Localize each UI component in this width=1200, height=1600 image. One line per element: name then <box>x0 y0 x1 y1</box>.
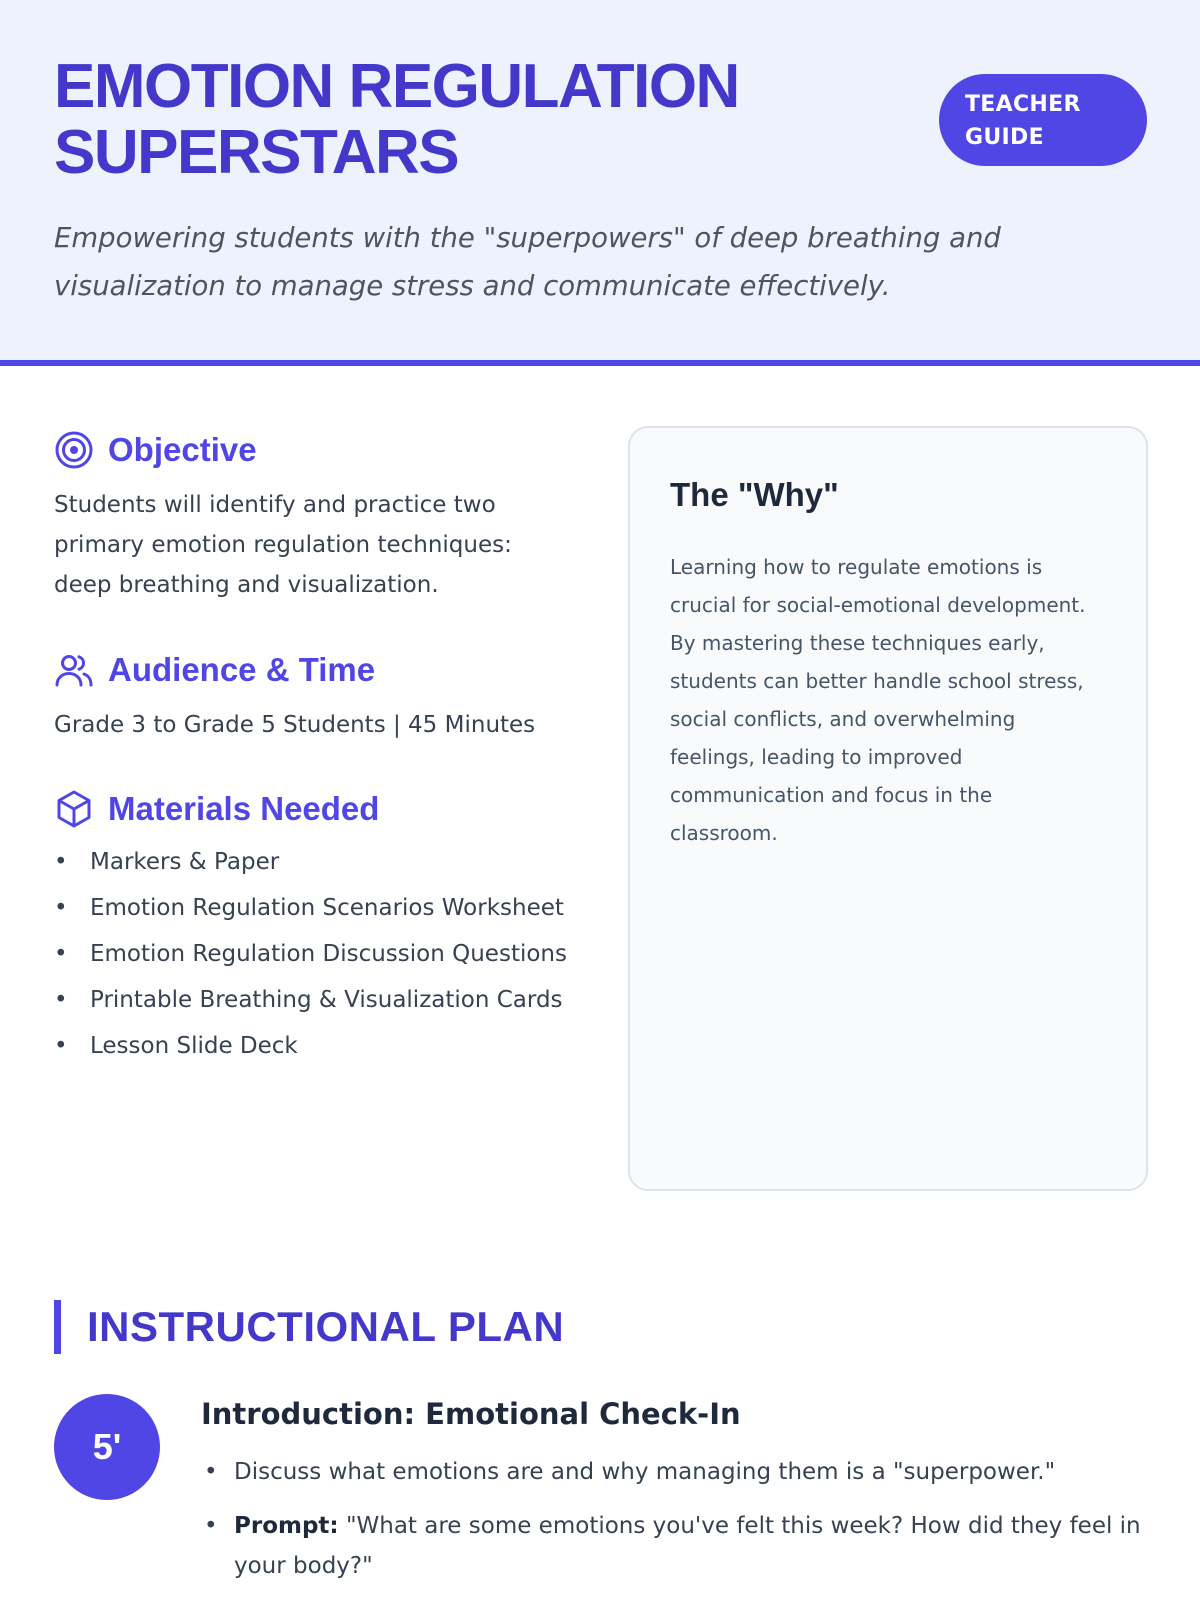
step-duration-badge: 5' <box>54 1394 160 1500</box>
why-card <box>628 426 1148 1191</box>
instructional-plan-heading: INSTRUCTIONAL PLAN <box>54 1300 564 1354</box>
page-title <box>54 54 814 186</box>
users-icon <box>54 650 94 690</box>
step-title: Introduction: Emotional Check-In <box>201 1397 741 1431</box>
step-bullet-text: "What are some emotions you've felt this week? How did they feel in your body?" <box>234 1513 1141 1579</box>
list-item: • Markers & Paper <box>54 849 280 875</box>
box-icon <box>54 789 94 829</box>
teacher-guide-badge <box>939 74 1147 166</box>
audience-text: Grade 3 to Grade 5 Students | 45 Minutes <box>54 712 536 738</box>
list-item: • Printable Breathing & Visualization Cards <box>54 987 563 1013</box>
material-item-label: Emotion Regulation Scenarios Worksheet <box>90 895 564 921</box>
list-item: • Lesson Slide Deck <box>54 1033 298 1059</box>
page-header <box>0 0 1200 366</box>
material-item-label: Lesson Slide Deck <box>90 1033 298 1059</box>
list-item: • Emotion Regulation Discussion Questions <box>54 941 567 967</box>
why-text: Learning how to regulate emotions is crucial for social-emotional development. By mastering these techniques early, students can better handle school stress, social conflicts, and overwhelming feelings, leading to improved communication and focus in the classroom. <box>670 555 1086 845</box>
objective-text: Students will identify and practice two primary emotion regulation techniques: deep breathing and visualization. <box>54 492 512 598</box>
objective-heading-label: Objective <box>108 431 257 468</box>
material-item-label: Markers & Paper <box>90 849 280 875</box>
badge-line-2: GUIDE <box>965 125 1044 150</box>
materials-heading-label: Materials Needed <box>108 790 380 827</box>
objective-heading <box>54 430 257 470</box>
list-item: • Prompt: "What are some emotions you've felt this week? How did they feel in your body?" <box>204 1513 1141 1579</box>
step-bullet-list <box>201 1452 1151 1600</box>
list-item: • Emotion Regulation Scenarios Worksheet <box>54 895 564 921</box>
material-item-label: Emotion Regulation Discussion Questions <box>90 941 567 967</box>
list-item: • Discuss what emotions are and why managing them is a "superpower." <box>201 1452 1151 1492</box>
step-bullet-text: Discuss what emotions are and why managing them is a "superpower." <box>234 1459 1056 1485</box>
audience-heading-label: Audience & Time <box>108 651 376 688</box>
badge-line-1: TEACHER <box>965 92 1081 117</box>
audience-heading <box>54 650 375 690</box>
page-title-line-2: SUPERSTARS <box>54 118 459 187</box>
page-title-line-1: EMOTION REGULATION <box>54 52 739 121</box>
why-title: The "Why" <box>670 476 839 513</box>
material-item-label: Printable Breathing & Visualization Cards <box>90 987 563 1013</box>
target-icon <box>54 430 94 470</box>
materials-heading <box>54 789 379 829</box>
materials-list <box>54 842 574 1072</box>
page-subtitle: Empowering students with the "superpowers" of deep breathing and visualization to manage stress and communicate effectively. <box>54 222 1001 302</box>
step-bullet-label: Prompt: <box>234 1513 339 1539</box>
